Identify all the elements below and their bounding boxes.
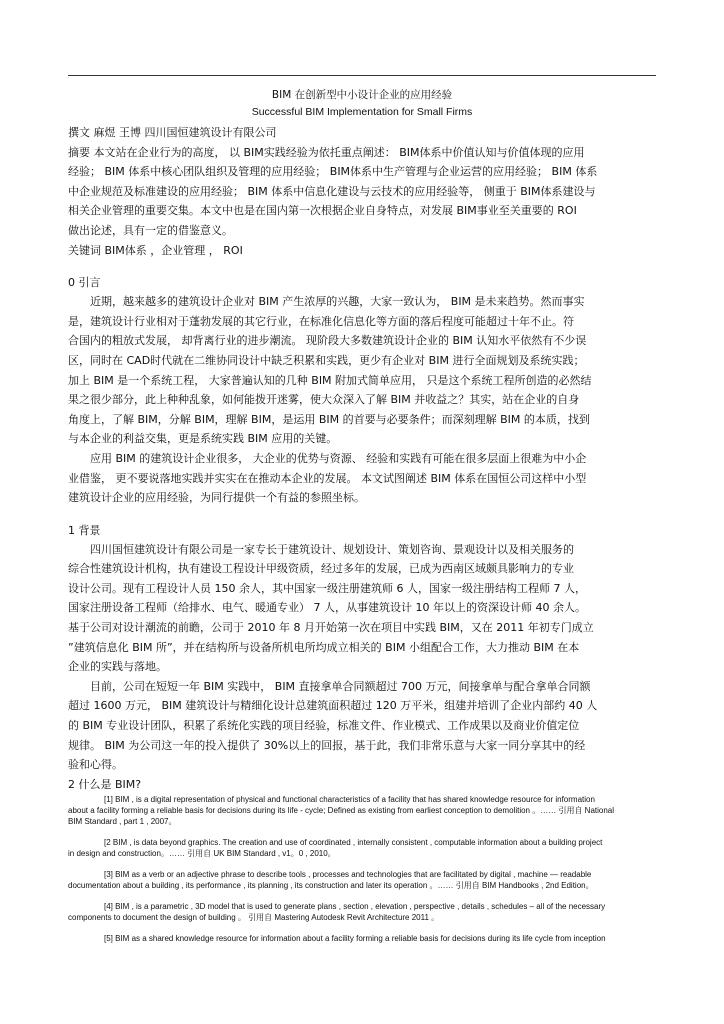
- author-line: 撰文 麻煜 王博 四川国恒建筑设计有限公司: [68, 126, 277, 139]
- background-paragraphs: [68, 540, 656, 775]
- reference-line: in design and construction。…… 引用自 UK BIM Standard , v1。0 , 2010。: [68, 848, 336, 858]
- reference-line: documentation about a building , its performance , its planning , its construction and later its operation 。…… 引用自 BIM Handbooks , 2nd Edition。: [68, 880, 594, 890]
- intro-line: 区，同时在 CAD时代就在二维协同设计中缺乏积累和实践，更少有企业对 BIM 进行全面规划及系统实践；: [68, 353, 585, 367]
- abstract-line: 摘要 本文站在企业行为的高度， 以 BIM实践经验为依托重点阐述： BIM体系中价值认知与价值体现的应用: [68, 145, 585, 159]
- abstract-line: 相关企业管理的重要交集。本文中也是在国内第一次根据企业自身特点，对发展 BIM事业至关重要的 ROI: [68, 204, 577, 218]
- title-english: Successful BIM Implementation for Small Firms: [251, 106, 473, 118]
- background-line: 四川国恒建筑设计有限公司是一家专长于建筑设计、规划设计、策划咨询、景观设计以及相关服务的: [90, 542, 574, 556]
- bim-definitions: [68, 794, 656, 944]
- background-line: 规律。 BIM 为公司这一年的投入提供了 30%以上的回报，基于此，我们非常乐意与大家一同分享其中的经: [68, 738, 586, 752]
- reference-line: [3] BIM as a verb or an adjective phrase to describe tools , processes and technologies that are facilitated by digital , machine — readable: [104, 869, 592, 879]
- background-line: ”建筑信息化 BIM 所”，并在结构所与设备所机电所均成立相关的 BIM 小组配合工作，大力推动 BIM 在本: [68, 640, 580, 654]
- intro-line: 业借鉴， 更不要说落地实践并实实在在推动本企业的发展。 本文试图阐述 BIM 体系在国恒公司这样中小型: [68, 471, 587, 485]
- body-text: [68, 123, 656, 944]
- abstract-line: 经验； BIM 体系中核心团队组织及管理的应用经验； BIM体系中生产管理与企业运营的应用经验； BIM 体系: [68, 165, 598, 179]
- intro-line: 建筑设计企业的应用经验，为同行提供一个有益的参照坐标。: [68, 491, 365, 505]
- section-heading-background: 1 背景: [68, 523, 101, 537]
- background-line: 企业的实践与落地。: [68, 660, 167, 674]
- reference-line: BIM Standard , part 1 , 2007。: [68, 816, 177, 826]
- title-chinese: BIM 在创新型中小设计企业的应用经验: [271, 89, 453, 101]
- background-line: 综合性建筑设计机构，执有建设工程设计甲级资质，经过多年的发展，已成为西南区域颇具影响力的专业: [68, 562, 574, 576]
- intro-line: 果之很少部分，此上种种乱象，如何能拨开迷雾，使大众深入了解 BIM 并收益之？其实，站在企业的自身: [68, 393, 580, 407]
- section-heading-what-is-bim: 2 什么是 BIM?: [68, 777, 142, 791]
- background-line: 国家注册设备工程师（给排水、电气、暖通专业） 7 人，从事建筑设计 10 年以上的资深设计师 40 余人。: [68, 601, 586, 615]
- background-line: 设计公司。现有工程设计人员 150 余人，其中国家一级注册建筑师 6 人，国家一级注册结构工程师 7 人，: [68, 581, 586, 595]
- reference-line: [4] BIM , is a parametric , 3D model that is used to generate plans , section , elevation , perspective , details , schedules – all of the necessary: [104, 901, 606, 911]
- keywords-line: 关键词 BIM体系 ，企业管理 ， ROI: [68, 243, 243, 257]
- reference-line: components to document the design of building 。 引用自 Mastering Autodesk Revit Architecture 2011 。: [68, 912, 440, 922]
- background-line: 的 BIM 专业设计团队，积累了系统化实践的项目经验，标准文件、作业模式、工作成果以及商业价值定位: [68, 719, 580, 733]
- abstract-line: 做出论述，具有一定的借鉴意义。: [68, 223, 233, 237]
- intro-line: 应用 BIM 的建筑设计企业很多， 大企业的优势与资源、 经验和实践有可能在很多层面上很难为中小企: [90, 451, 587, 465]
- intro-line: 合国内的粗放式发展， 却背离行业的进步潮流。 现阶段大多数建筑设计企业的 BIM 认知水平依然有不少误: [68, 334, 587, 348]
- abstract: [68, 143, 656, 241]
- section-heading-intro: 0 引言: [68, 276, 101, 290]
- intro-line: 是，建筑设计行业相对于蓬勃发展的其它行业，在标准化信息化等方面的落后程度可能超过十年不止。符: [68, 314, 574, 328]
- intro-paragraphs: [68, 292, 656, 508]
- intro-line: 与本企业的利益交集，更是系统实践 BIM 应用的关键。: [68, 432, 338, 446]
- reference-line: [5] BIM as a shared knowledge resource for information about a facility forming a reliable basis for decisions during its life cycle from inception: [104, 933, 606, 943]
- background-line: 验和心得。: [68, 758, 123, 772]
- background-line: 目前，公司在短短一年 BIM 实践中， BIM 直接拿单合同额超过 700 万元，间接拿单与配合拿单合同额: [90, 679, 591, 693]
- abstract-line: 中企业规范及标准建设的应用经验； BIM 体系中信息化建设与云技术的应用经验等， 侧重于 BIM体系建设与: [68, 184, 596, 198]
- top-rule: [68, 75, 656, 76]
- reference-line: [2 BIM , is data beyond graphics. The creation and use of coordinated , internally consistent , computable information about a building project: [104, 837, 603, 847]
- intro-line: 加上 BIM 是一个系统工程， 大家普遍认知的几种 BIM 附加式简单应用， 只是这个系统工程所创造的必然结: [68, 373, 592, 387]
- background-line: 基于公司对设计潮流的前瞻，公司于 2010 年 8 月开始第一次在项目中实践 BIM，又在 2011 年初专门成立: [68, 621, 594, 635]
- background-line: 超过 1600 万元， BIM 建筑设计与精细化设计总建筑面积超过 120 万平米，组建并培训了企业内部约 40 人: [68, 699, 598, 713]
- intro-line: 角度上，了解 BIM，分解 BIM，理解 BIM，是运用 BIM 的首要与必要条件；而深刻理解 BIM 的本质，找到: [68, 412, 590, 426]
- intro-line: 近期，越来越多的建筑设计企业对 BIM 产生浓厚的兴趣，大家一致认为， BIM 是未来趋势。然而事实: [90, 295, 585, 309]
- reference-line: about a facility forming a reliable basis for decisions during its life - cycle; Defined as existing from earliest conception to demolition 。…… 引用自 National: [68, 805, 615, 815]
- reference-line: [1] BIM , is a digital representation of physical and functional characteristics of a facility that has shared knowledge resource for information: [104, 794, 595, 804]
